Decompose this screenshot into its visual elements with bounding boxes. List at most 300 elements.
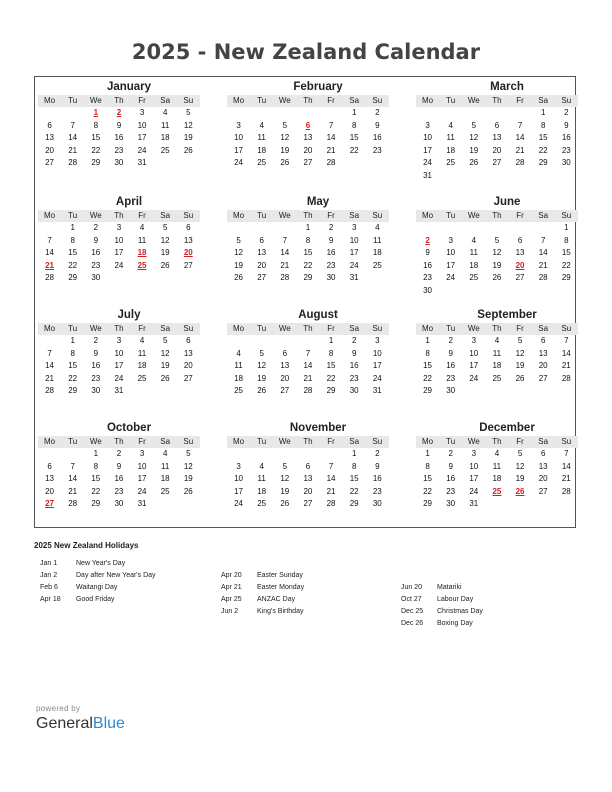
day-cell: 10 (446, 248, 456, 258)
holiday-column (221, 570, 304, 618)
holiday-day-cell: 27 (45, 499, 55, 509)
weekday-label: Th (114, 211, 124, 220)
day-cell: 23 (561, 145, 571, 155)
week-row (227, 360, 389, 373)
day-cell (532, 498, 555, 511)
day-cell (485, 498, 508, 511)
brand-part-blue: Blue (92, 715, 125, 732)
day-cell: 8 (425, 461, 430, 471)
day-cell: 17 (423, 145, 433, 155)
day-cell (296, 107, 319, 120)
week-row (38, 260, 200, 273)
holiday-date: Dec 25 (401, 608, 424, 615)
week-row (38, 132, 200, 145)
day-cell: 1 (564, 223, 569, 232)
day-cell: 25 (446, 158, 456, 168)
month-december (416, 422, 578, 511)
day-cell: 21 (538, 260, 548, 270)
day-cell: 2 (448, 336, 453, 345)
holiday-item (401, 606, 483, 618)
day-cell: 31 (137, 499, 147, 509)
week-row (38, 120, 200, 133)
week-row (416, 360, 578, 373)
day-cell: 25 (372, 260, 382, 270)
weekday-label: Tu (68, 96, 78, 105)
day-cell: 25 (137, 373, 147, 383)
day-cell: 20 (538, 361, 548, 371)
weekday-label: Mo (422, 211, 434, 220)
weekday-label: Su (561, 96, 572, 105)
day-cell: 23 (114, 486, 124, 496)
day-cell: 4 (448, 120, 453, 130)
weekday-header (416, 95, 578, 107)
month-october (38, 422, 200, 511)
week-row (38, 145, 200, 158)
day-cell: 20 (45, 145, 55, 155)
day-cell: 9 (448, 348, 453, 358)
weekday-header (227, 436, 389, 448)
day-cell (250, 107, 273, 120)
weekday-label: Mo (422, 324, 434, 333)
day-cell: 8 (70, 348, 75, 358)
day-cell: 1 (425, 449, 430, 458)
day-cell: 15 (423, 474, 433, 484)
day-cell: 30 (326, 273, 336, 283)
holiday-name: Day after New Year's Day (76, 572, 156, 579)
day-cell (296, 448, 319, 461)
day-cell: 18 (160, 474, 170, 484)
day-cell: 7 (282, 235, 288, 245)
brand-logo (36, 715, 125, 733)
day-cell: 19 (515, 474, 525, 484)
day-cell: 22 (349, 145, 359, 155)
day-cell: 20 (303, 486, 313, 496)
weekday-label: Su (372, 211, 383, 220)
weekday-label: Sa (349, 437, 360, 446)
day-cell: 1 (351, 108, 357, 117)
day-cell: 22 (91, 486, 101, 496)
week-row (227, 498, 389, 511)
day-cell: 3 (471, 449, 477, 458)
day-cell: 11 (161, 120, 170, 130)
day-cell: 24 (469, 486, 479, 496)
holiday-column (401, 582, 483, 630)
day-cell: 6 (540, 336, 546, 345)
day-cell: 10 (423, 133, 433, 143)
day-cell: 18 (257, 486, 267, 496)
week-row (227, 247, 389, 260)
day-cell: 10 (137, 461, 147, 471)
weekday-label: Su (183, 437, 194, 446)
day-cell: 31 (469, 499, 479, 509)
day-cell: 12 (492, 248, 502, 258)
day-cell: 25 (257, 158, 267, 168)
day-cell: 28 (303, 386, 313, 396)
day-cell: 27 (515, 273, 525, 283)
day-cell: 9 (425, 248, 430, 258)
day-cell (485, 222, 508, 235)
day-cell (439, 222, 462, 235)
day-cell: 6 (186, 336, 191, 345)
day-cell: 21 (68, 486, 78, 496)
month-september (416, 309, 578, 398)
day-cell: 4 (162, 449, 168, 458)
holiday-name: Waitangi Day (76, 584, 118, 591)
day-cell: 29 (91, 499, 101, 509)
day-cell (462, 285, 485, 298)
day-cell: 24 (372, 373, 382, 383)
day-cell: 15 (538, 133, 548, 143)
day-cell: 11 (257, 133, 266, 143)
weekday-label: Mo (44, 96, 56, 105)
holiday-date: Apr 25 (221, 596, 242, 603)
day-cell: 18 (492, 361, 502, 371)
day-cell: 1 (93, 449, 99, 458)
day-cell: 7 (47, 348, 52, 358)
month-may (227, 196, 389, 285)
week-row (227, 120, 389, 133)
weekday-label: Fr (516, 324, 524, 333)
weekday-header (38, 323, 200, 335)
week-row (416, 132, 578, 145)
day-cell: 14 (68, 474, 78, 484)
week-row (227, 385, 389, 398)
week-row (416, 448, 578, 461)
day-cell (366, 272, 389, 285)
day-cell: 7 (517, 120, 523, 130)
day-cell: 30 (91, 273, 101, 283)
month-name: August (298, 309, 338, 321)
day-cell: 2 (93, 336, 99, 345)
week-row (227, 448, 389, 461)
day-cell: 25 (160, 486, 170, 496)
holiday-date: Jun 20 (401, 584, 423, 591)
week-row (227, 235, 389, 248)
day-cell: 5 (162, 336, 168, 345)
weekday-label: We (89, 211, 102, 220)
day-cell: 28 (538, 273, 548, 283)
day-cell: 9 (375, 120, 380, 130)
week-row (38, 448, 200, 461)
day-cell: 17 (469, 474, 479, 484)
day-cell: 13 (515, 248, 525, 258)
day-cell: 4 (494, 449, 500, 458)
day-cell (416, 107, 439, 120)
day-cell: 25 (469, 273, 479, 283)
day-cell: 28 (515, 158, 525, 168)
weekday-label: Fr (138, 437, 146, 446)
day-cell (177, 157, 200, 170)
holiday-item (221, 582, 304, 594)
holiday-item (40, 570, 156, 582)
day-cell: 26 (515, 373, 525, 383)
weekday-label: Sa (349, 324, 360, 333)
day-cell: 26 (183, 145, 193, 155)
weekday-label: We (467, 96, 480, 105)
day-cell (532, 222, 555, 235)
day-cell (462, 170, 485, 183)
week-row (38, 486, 200, 499)
day-cell: 13 (303, 474, 313, 484)
day-cell: 28 (68, 499, 78, 509)
weekday-header (227, 210, 389, 222)
weekday-label: Tu (446, 96, 456, 105)
day-cell: 17 (446, 260, 456, 270)
day-cell: 1 (425, 336, 430, 345)
month-july (38, 309, 200, 398)
day-cell: 28 (561, 373, 571, 383)
day-cell: 9 (93, 348, 99, 358)
month-name: March (490, 81, 524, 93)
day-cell: 29 (68, 273, 78, 283)
holiday-item (221, 594, 304, 606)
weekday-label: Th (303, 211, 313, 220)
day-cell: 4 (236, 348, 241, 358)
holiday-name: New Year's Day (76, 560, 126, 567)
weekday-label: Th (114, 437, 124, 446)
day-cell: 14 (561, 461, 571, 471)
day-cell: 27 (303, 158, 313, 168)
holiday-day-cell: 18 (137, 248, 147, 258)
holiday-name: Christmas Day (437, 608, 483, 615)
day-cell: 6 (47, 461, 52, 471)
holiday-item (40, 594, 156, 606)
holiday-item (40, 582, 156, 594)
day-cell: 26 (160, 373, 170, 383)
day-cell (273, 222, 296, 235)
day-cell: 4 (375, 223, 380, 232)
day-cell: 4 (139, 336, 145, 345)
day-cell (555, 498, 578, 511)
weekday-label: Fr (327, 211, 335, 220)
day-cell (485, 170, 508, 183)
day-cell: 8 (328, 348, 334, 358)
week-row (38, 272, 200, 285)
day-cell: 20 (492, 145, 502, 155)
month-name: January (106, 81, 152, 93)
holiday-item (40, 558, 156, 570)
weekday-label: Sa (538, 211, 549, 220)
month-january (38, 81, 200, 170)
week-row (227, 373, 389, 386)
day-cell: 30 (372, 499, 382, 509)
day-cell: 21 (45, 373, 55, 383)
day-cell: 31 (372, 386, 382, 396)
day-cell: 2 (448, 449, 453, 458)
day-cell: 11 (469, 248, 478, 258)
day-cell: 11 (373, 235, 382, 245)
weekday-label: Mo (44, 437, 56, 446)
day-cell: 12 (469, 133, 479, 143)
day-cell: 13 (538, 348, 548, 358)
weekday-label: Sa (538, 437, 549, 446)
day-cell: 24 (137, 486, 147, 496)
day-cell: 29 (349, 499, 359, 509)
holiday-date: Jan 1 (40, 560, 58, 567)
week-row (227, 461, 389, 474)
day-cell: 3 (116, 223, 122, 232)
day-cell (485, 385, 508, 398)
holiday-day-cell: 21 (45, 260, 55, 270)
day-cell (509, 107, 532, 120)
day-cell: 7 (328, 461, 334, 471)
day-cell: 8 (351, 461, 357, 471)
day-cell: 14 (326, 133, 336, 143)
day-cell: 13 (183, 235, 193, 245)
day-cell (227, 335, 250, 348)
day-cell: 19 (492, 260, 502, 270)
week-row (416, 170, 578, 183)
day-cell: 10 (114, 235, 124, 245)
day-cell: 16 (446, 474, 456, 484)
day-cell: 30 (114, 158, 124, 168)
day-cell: 5 (236, 235, 241, 245)
weekday-label: Fr (327, 324, 335, 333)
holiday-day-cell: 20 (183, 248, 193, 258)
day-cell: 10 (234, 133, 244, 143)
day-cell (439, 285, 462, 298)
weekday-label: Su (372, 437, 383, 446)
day-cell: 25 (257, 499, 267, 509)
day-cell: 24 (446, 273, 456, 283)
day-cell: 30 (91, 386, 101, 396)
day-cell: 1 (70, 336, 75, 345)
day-cell (177, 272, 200, 285)
week-row (227, 473, 389, 486)
day-cell: 3 (236, 461, 241, 471)
day-cell: 22 (423, 373, 433, 383)
day-cell: 17 (137, 474, 147, 484)
day-cell: 7 (540, 235, 546, 245)
month-name: July (117, 309, 141, 321)
holiday-name: ANZAC Day (257, 596, 296, 603)
day-cell: 9 (93, 235, 99, 245)
day-cell: 15 (68, 248, 78, 258)
day-cell: 3 (139, 108, 145, 117)
day-cell: 7 (564, 449, 569, 458)
day-cell: 3 (116, 336, 122, 345)
day-cell: 18 (469, 260, 479, 270)
day-cell: 8 (351, 120, 357, 130)
weekday-label: Fr (516, 211, 524, 220)
day-cell: 19 (183, 133, 193, 143)
day-cell: 1 (70, 223, 75, 232)
day-cell: 8 (93, 461, 99, 471)
day-cell: 11 (161, 461, 170, 471)
weekday-label: Mo (233, 324, 245, 333)
brand-part-general: General (36, 715, 93, 732)
day-cell: 2 (375, 449, 380, 458)
day-cell: 3 (351, 223, 357, 232)
day-cell: 2 (375, 108, 380, 117)
day-cell: 8 (540, 120, 546, 130)
holiday-day-cell: 2 (116, 108, 122, 117)
day-cell: 4 (259, 120, 264, 130)
day-cell: 23 (372, 145, 382, 155)
weekday-label: We (467, 437, 480, 446)
day-cell: 15 (349, 133, 359, 143)
day-cell: 27 (257, 273, 267, 283)
holiday-date: Oct 27 (401, 596, 422, 603)
day-cell: 15 (326, 361, 336, 371)
week-row (227, 107, 389, 120)
day-cell: 17 (349, 248, 359, 258)
day-cell (61, 107, 84, 120)
day-cell (509, 385, 532, 398)
day-cell: 30 (446, 386, 456, 396)
day-cell (154, 498, 177, 511)
day-cell: 28 (68, 158, 78, 168)
day-cell: 29 (326, 386, 336, 396)
day-cell: 17 (114, 361, 124, 371)
day-cell (462, 107, 485, 120)
weekday-label: We (89, 324, 102, 333)
day-cell: 16 (326, 248, 336, 258)
day-cell: 3 (471, 336, 477, 345)
weekday-label: Tu (446, 324, 456, 333)
day-cell: 18 (446, 145, 456, 155)
day-cell: 29 (561, 273, 571, 283)
day-cell: 12 (183, 461, 193, 471)
day-cell: 24 (114, 373, 124, 383)
day-cell: 11 (137, 348, 147, 358)
day-cell: 1 (328, 336, 334, 345)
month-name: December (479, 422, 535, 434)
day-cell: 7 (70, 461, 75, 471)
day-cell (555, 385, 578, 398)
day-cell: 30 (114, 499, 124, 509)
day-cell: 10 (137, 120, 147, 130)
day-cell: 11 (492, 348, 502, 358)
day-cell (320, 448, 343, 461)
day-cell: 31 (137, 158, 147, 168)
week-row (416, 145, 578, 158)
day-cell (38, 222, 61, 235)
weekday-label: Th (303, 324, 313, 333)
weekday-label: Su (561, 211, 572, 220)
day-cell: 20 (183, 361, 193, 371)
day-cell (555, 285, 578, 298)
day-cell: 26 (280, 499, 290, 509)
weekday-label: Th (114, 96, 124, 105)
day-cell: 9 (564, 120, 569, 130)
month-name: April (115, 196, 143, 208)
holiday-name: Easter Monday (257, 584, 305, 591)
day-cell: 21 (561, 474, 571, 484)
holiday-day-cell: 26 (515, 486, 525, 496)
day-cell (38, 335, 61, 348)
weekday-label: Sa (349, 96, 360, 105)
weekday-header (38, 436, 200, 448)
day-cell: 9 (351, 348, 357, 358)
day-cell: 23 (446, 373, 456, 383)
day-cell: 10 (114, 348, 124, 358)
weekday-label: Tu (257, 437, 267, 446)
day-cell (296, 335, 319, 348)
day-cell: 18 (234, 373, 244, 383)
holiday-day-cell: 20 (515, 260, 525, 270)
footer (36, 704, 125, 733)
day-cell: 14 (326, 474, 336, 484)
holiday-column (40, 558, 156, 606)
day-cell: 12 (257, 361, 267, 371)
holiday-day-cell: 2 (425, 235, 430, 245)
day-cell: 18 (160, 133, 170, 143)
weekday-label: We (89, 437, 102, 446)
day-cell: 6 (494, 120, 500, 130)
holiday-date: Dec 26 (401, 620, 424, 627)
powered-by-text: powered by (36, 704, 81, 713)
